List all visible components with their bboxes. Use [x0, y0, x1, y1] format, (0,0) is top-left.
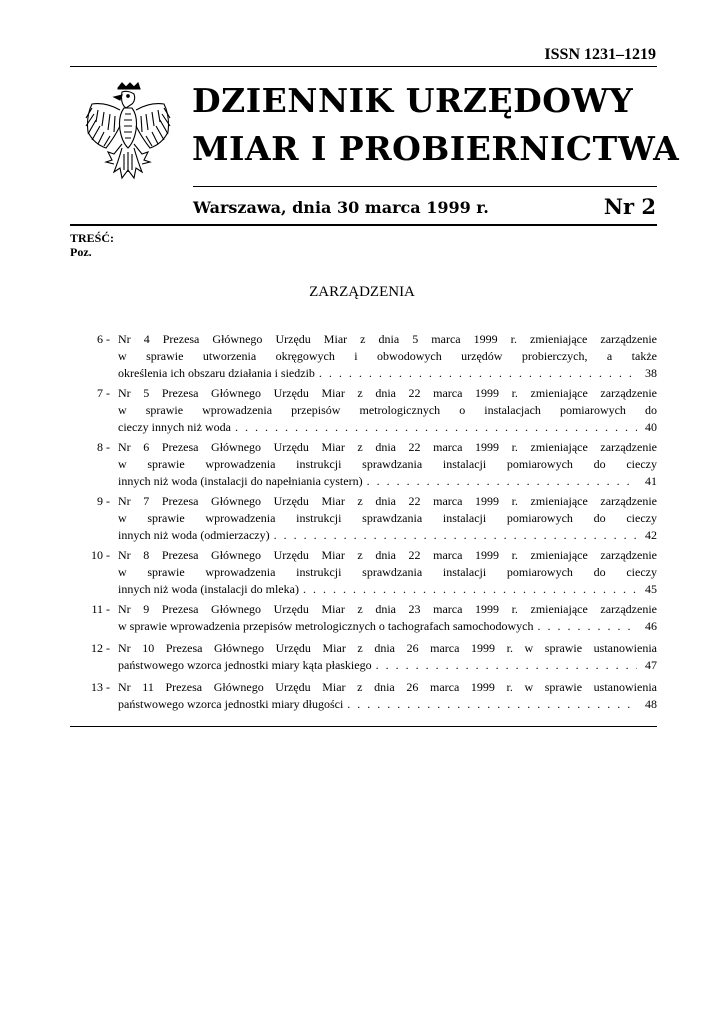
entry-text-line: określenia ich obszaru działania i siedzib — [118, 366, 315, 380]
entry-position-number: 12 - — [91, 641, 110, 655]
entry-last-line — [118, 527, 657, 544]
entry-text-line: w sprawie wprowadzenia instrukcji sprawdzania instalacji pomiarowych do cieczy — [118, 457, 657, 471]
entry-body — [118, 493, 657, 544]
dot-leader — [367, 473, 637, 490]
dot-leader — [319, 365, 637, 382]
entry-page-number[interactable]: 45 — [645, 582, 657, 596]
issue-number: Nr 2 — [603, 194, 656, 219]
entry-text-line: w sprawie utworzenia okręgowych i obwodowych urzędów probierczych, a także — [118, 349, 657, 363]
entry-text-line: Nr 11 Prezesa Głównego Urzędu Miar z dnia 26 marca 1999 r. w sprawie ustanowienia — [118, 680, 657, 694]
entry-body — [118, 640, 657, 674]
entry-text-line: Nr 4 Prezesa Głównego Urzędu Miar z dnia 5 marca 1999 r. zmieniające zarządzenie — [118, 332, 657, 346]
entry-text-line: Nr 7 Prezesa Głównego Urzędu Miar z dnia 22 marca 1999 r. zmieniające zarządzenie — [118, 494, 657, 508]
section-title: ZARZĄDZENIA — [309, 284, 415, 300]
polish-eagle-emblem-icon — [78, 82, 178, 184]
entry-position-number: 13 - — [91, 680, 110, 694]
issue-dateline: Warszawa, dnia 30 marca 1999 r. — [193, 198, 489, 217]
dot-leader — [347, 696, 637, 713]
entry-text-line: Nr 9 Prezesa Głównego Urzędu Miar z dnia 23 marca 1999 r. zmieniające zarządzenie — [118, 602, 657, 616]
entry-last-line — [118, 657, 657, 674]
journal-title-line-1: DZIENNIK URZĘDOWY — [192, 81, 634, 120]
bottom-rule — [70, 726, 657, 727]
entry-last-line — [118, 581, 657, 598]
entry-page-number[interactable]: 38 — [645, 366, 657, 380]
entry-text-line: Nr 8 Prezesa Głównego Urzędu Miar z dnia 22 marca 1999 r. zmieniające zarządzenie — [118, 548, 657, 562]
entry-body — [118, 679, 657, 713]
entry-text-line: Nr 6 Prezesa Głównego Urzędu Miar z dnia 22 marca 1999 r. zmieniające zarządzenie — [118, 440, 657, 454]
entry-position-number: 6 - — [97, 332, 110, 346]
top-rule — [70, 66, 657, 67]
issn-number: ISSN 1231–1219 — [544, 46, 656, 63]
dot-leader — [274, 527, 637, 544]
entry-last-line — [118, 419, 657, 436]
entry-position-number: 11 - — [91, 602, 110, 616]
entry-text-line: państwowego wzorca jednostki miary kąta płaskiego — [118, 658, 372, 672]
entry-text-line: cieczy innych niż woda — [118, 420, 231, 434]
dot-leader — [376, 657, 637, 674]
entry-page-number[interactable]: 46 — [645, 619, 657, 633]
entry-text-line: w sprawie wprowadzenia instrukcji sprawdzania instalacji pomiarowych do cieczy — [118, 565, 657, 579]
toc-heading-block — [70, 231, 114, 259]
position-label: Poz. — [70, 245, 92, 259]
entry-body — [118, 601, 657, 635]
entry-text-line: w sprawie wprowadzenia instrukcji sprawdzania instalacji pomiarowych do cieczy — [118, 511, 657, 525]
entry-text-line: innych niż woda (instalacji do mleka) — [118, 582, 299, 596]
entry-body — [118, 385, 657, 436]
entry-body — [118, 331, 657, 382]
entry-position-number: 10 - — [91, 548, 110, 562]
entry-last-line — [118, 618, 657, 635]
entry-page-number[interactable]: 40 — [645, 420, 657, 434]
entry-page-number[interactable]: 48 — [645, 697, 657, 711]
entry-position-number: 8 - — [97, 440, 110, 454]
entry-text-line: w sprawie wprowadzenia przepisów metrologicznych o tachografach samochodowych — [118, 619, 534, 633]
journal-title-line-2: MIAR I PROBIERNICTWA — [192, 129, 680, 168]
toc-heading: TREŚĆ: — [70, 231, 115, 245]
entry-body — [118, 547, 657, 598]
entry-text-line: Nr 5 Prezesa Głównego Urzędu Miar z dnia 22 marca 1999 r. zmieniające zarządzenie — [118, 386, 657, 400]
dot-leader — [538, 618, 637, 635]
entry-body — [118, 439, 657, 490]
dot-leader — [235, 419, 637, 436]
entry-last-line — [118, 696, 657, 713]
entry-position-number: 7 - — [97, 386, 110, 400]
entry-text-line: innych niż woda (instalacji do napełniania cystern) — [118, 474, 363, 488]
header-rule-thick — [70, 224, 657, 226]
entry-position-number: 9 - — [97, 494, 110, 508]
dot-leader — [303, 581, 637, 598]
entry-text-line: Nr 10 Prezesa Głównego Urzędu Miar z dnia 26 marca 1999 r. w sprawie ustanowienia — [118, 641, 657, 655]
entry-page-number[interactable]: 47 — [645, 658, 657, 672]
entry-last-line — [118, 365, 657, 382]
entry-text-line: państwowego wzorca jednostki miary długości — [118, 697, 344, 711]
entry-page-number[interactable]: 41 — [645, 474, 657, 488]
entry-last-line — [118, 473, 657, 490]
entry-page-number[interactable]: 42 — [645, 528, 657, 542]
entry-text-line: innych niż woda (odmierzaczy) — [118, 528, 270, 542]
entry-text-line: w sprawie wprowadzenia przepisów metrologicznych o instalacjach pomiarowych do — [118, 403, 657, 417]
header-rule-thin — [193, 186, 657, 187]
